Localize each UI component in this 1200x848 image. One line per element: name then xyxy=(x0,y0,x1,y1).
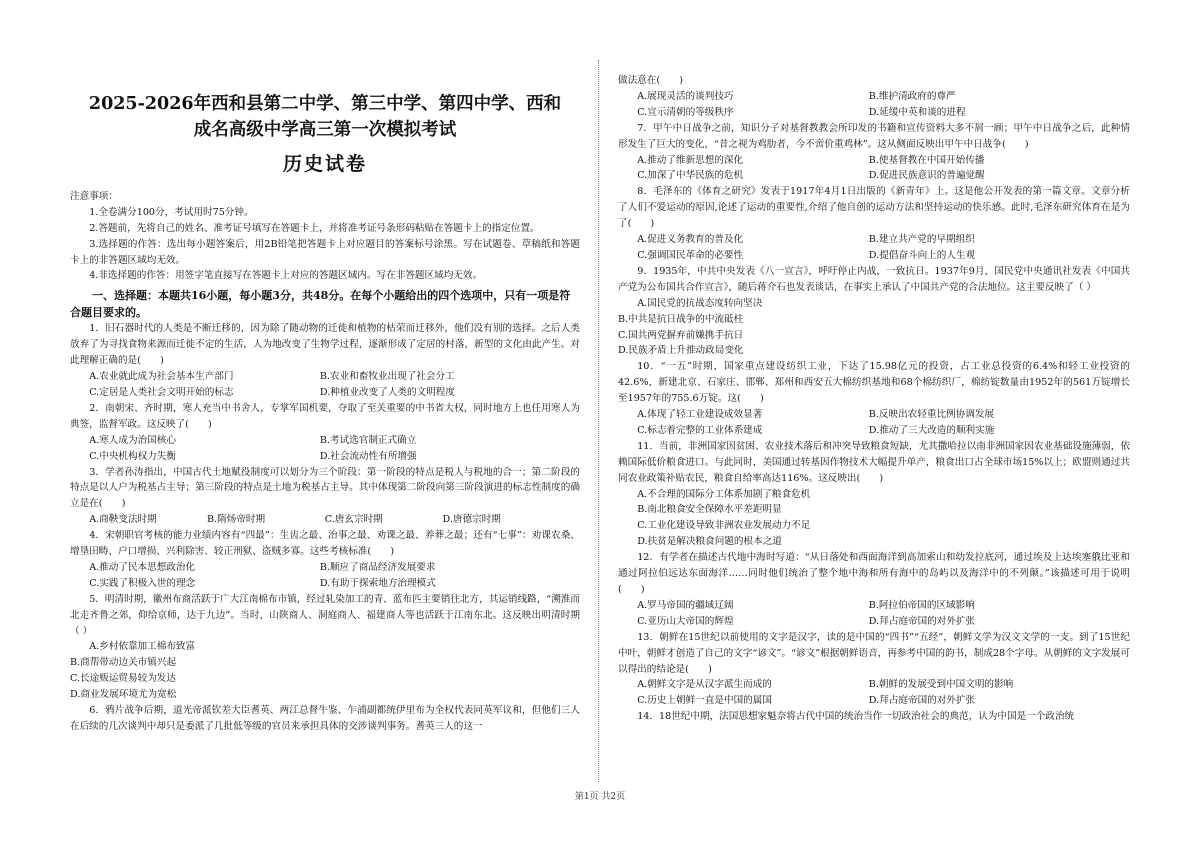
options-row xyxy=(70,433,580,449)
option-b: B.顺应了商品经济发展要求 xyxy=(319,561,436,573)
option-a: A.展现灵活的谈判技巧 xyxy=(637,90,734,102)
option-c: C.加深了中华民族的危机 xyxy=(637,170,744,182)
options-row xyxy=(70,560,580,576)
right-column xyxy=(618,0,1130,725)
option-a: A.不合理的国际分工体系加剧了粮食危机 xyxy=(637,488,811,500)
options-row xyxy=(618,232,1130,248)
options-row xyxy=(618,105,1130,121)
option-b: B.使基督教在中国开始传播 xyxy=(868,154,985,166)
option-b: B.阿拉伯帝国的区域影响 xyxy=(868,599,975,611)
option-d: D.商业发展环境尤为宽松 xyxy=(70,689,177,701)
options-row xyxy=(618,248,1130,264)
option-d: D.有助于探索地方治理模式 xyxy=(319,577,436,589)
options-row xyxy=(70,512,580,528)
question-4: 4．宋朝职官考核的能力业绩内容有“四最”：生齿之最、治事之最、劝课之最、养葬之最；还有“七事”：劝课农桑、增垦田畴、户口增损、兴利除害、较正刑狱、盗贼多寡。这些考核标准( ) xyxy=(70,530,580,558)
option-c: C.标志着完整的工业体系建成 xyxy=(637,424,763,436)
option-a: A.罗马帝国的疆域辽阔 xyxy=(637,599,734,611)
options-row xyxy=(618,153,1130,169)
options-row xyxy=(70,369,580,385)
options-row xyxy=(618,614,1130,630)
subject-title: 历史试卷 xyxy=(282,153,367,175)
option-a: A.国民党的抗战态度转向坚决 xyxy=(637,297,763,309)
option-c: C.定居是人类社会文明开始的标志 xyxy=(89,386,234,398)
option-a: A.推动了维新思想的深化 xyxy=(637,154,744,166)
question-2: 2．南朝宋、齐时期，寒人充当中书舍人，专掌军国机要，夺取了至关重要的中书省大权，同时地方上也任用寒人为典签，监督军政。这反映了( ) xyxy=(70,402,580,430)
question-9: 9．1935年，中共中央发表《八一宣言》，呼吁停止内战，一致抗日。1937年9月，国民党中央通讯社发表《中国共产党为公布国共合作宣言》，随后蒋介石也发表谈话，在事实上承认了中国共产党的合法地位。这主要反映了（ ） xyxy=(618,265,1130,293)
option-c: C.国共两党摒弃前嫌携手抗日 xyxy=(618,329,744,341)
options-row xyxy=(618,423,1130,439)
option-b: B.商帮带动边关市镇兴起 xyxy=(70,657,177,669)
options-row xyxy=(618,693,1130,709)
option-d: D.延缓中英和谈的进程 xyxy=(868,106,966,118)
option-c: C.实践了积极入世的理念 xyxy=(89,577,196,589)
options-row xyxy=(618,677,1130,693)
question-13: 13．朝鲜在15世纪以前使用的文字是汉字，读的是中国的“四书”“五经”，朝鲜文学为汉文文学的一支。到了15世纪中叶，朝鲜才创造了自己的文字“谚文”。“谚文”根据朝鲜语音，再参考中国的韵书，制成28个字母。从朝鲜的文字发展可以得出的结论是( ) xyxy=(618,631,1130,675)
option-d: D.提倡奋斗向上的人生观 xyxy=(868,249,976,261)
options-row xyxy=(618,89,1130,105)
option-a: A.农业就此成为社会基本生产部门 xyxy=(89,371,234,383)
question-14: 14．18世纪中期，法国思想家魁奈将古代中国的统治当作一切政治社会的典范，认为中国是一个政治统 xyxy=(637,711,1075,723)
option-d: D.拜占庭帝国的对外扩张 xyxy=(868,615,976,627)
option-b: B.隋炀帝时期 xyxy=(206,514,266,526)
options-row xyxy=(70,449,580,465)
option-a: A.商鞅变法时期 xyxy=(89,514,157,526)
option-b: B.反映出农轻重比例协调发展 xyxy=(868,409,995,421)
options-row xyxy=(70,385,580,401)
option-d: D.社会流动性有所增强 xyxy=(319,450,417,462)
option-c: C.唐玄宗时期 xyxy=(324,514,383,526)
options-row xyxy=(70,576,580,592)
notice-item: 2.答题前，先将自己的姓名、准考证号填写在答题卡上，并将准考证号条形码粘贴在答题卡上的指定位置。 xyxy=(89,222,540,234)
option-b: B.中共是抗日战争的中流砥柱 xyxy=(618,313,744,325)
option-b: B.考试选官制正式确立 xyxy=(319,434,417,446)
option-b: B.南北粮食安全保障水平差距明显 xyxy=(637,504,782,516)
page-footer: 第1页 共2页 xyxy=(574,792,626,802)
option-d: D.民族矛盾上升推动政局变化 xyxy=(618,345,744,357)
option-b: B.建立共产党的早期组织 xyxy=(868,234,975,246)
option-c: C.亚历山大帝国的辉煌 xyxy=(637,615,734,627)
section-heading: 一、选择题：本题共16小题，每小题3分，共48分。在每个小题给出的四个选项中，只有一项是符合题目要求的。 xyxy=(70,289,571,320)
notice-item: 3.选择题的作答：选出每小题答案后，用2B铅笔把答题卡上对应题目的答案标号涂黑。写在试题卷、草稿纸和答题卡上的非答题区域均无效。 xyxy=(70,238,580,266)
option-c: C.历史上朝鲜一直是中国的属国 xyxy=(637,695,772,707)
option-b: B.朝鲜的发展受到中国文明的影响 xyxy=(868,679,1014,691)
notice-item: 1.全卷满分100分，考试用时75分钟。 xyxy=(89,206,254,218)
option-a: A.乡村依靠加工棉布致富 xyxy=(89,641,196,653)
option-a: A.寒人成为治国核心 xyxy=(89,434,176,446)
option-d: D.推动了三大改造的顺利实施 xyxy=(868,424,995,436)
option-a: A.朝鲜文字是从汉字派生而成的 xyxy=(637,679,772,691)
option-c: C.长途贩运贸易较为发达 xyxy=(70,673,176,685)
option-d: D.种植业改变了人类的文明程度 xyxy=(319,386,455,398)
column-divider xyxy=(598,60,599,782)
option-d: D.拜占庭帝国的对外扩张 xyxy=(868,695,976,707)
option-c: C.强调国民革命的必要性 xyxy=(637,249,744,261)
option-b: B.维护清政府的尊严 xyxy=(868,90,956,102)
option-a: A.促进义务教育的普及化 xyxy=(637,234,744,246)
option-d: D.唐德宗时期 xyxy=(442,514,501,526)
paper-title-line2: 成名高级中学高三第一次模拟考试 xyxy=(193,120,457,140)
question-3: 3．学者孙涛指出，中国古代土地赋役制度可以划分为三个阶段：第一阶段的特点是税人与税地的合一；第二阶段的特点是以人户为税基占主导；第三阶段的特点是土地为税基占主导。其中体现第二阶段向第三阶段演进的标志性制度的确立是在( ) xyxy=(70,466,580,510)
question-6: 6．鸦片战争后期，道光帝派钦差大臣耆英、两江总督牛鉴、乍浦副都统伊里布为全权代表同英军议和，但他们三人在后续的几次谈判中却只是委派了几批低等级的官员来承担具体的交涉谈判事务。耆英三人的这一 xyxy=(70,705,580,732)
question-6-continued: 做法意在( ) xyxy=(618,75,684,86)
options-row xyxy=(618,598,1130,614)
question-5: 5．明清时期，徽州布商活跃于广大江南棉布市镇，经过轧染加工的青、蓝布匹主要销往北方，其运销线路，“溯淮而北走齐鲁之郊，仰给京师，达于九边”。当时，山陕商人、洞庭商人、福建商人等也活跃于江南东北。这反映出明清时期（ ） xyxy=(70,593,580,637)
option-a: A.体现了轻工业建设成效显著 xyxy=(637,409,763,421)
question-1: 1．旧石器时代的人类是不断迁移的，因为除了随动物的迁徙和植物的枯荣而迁移外，他们没有别的选择。之后人类放弃了为寻找食物来源而迁徙不定的生活，人为地改变了生物学过程，逐渐形成了定居的村落，新型的文化由此产生。对此理解正确的是( ) xyxy=(70,323,580,367)
option-c: C.中央机构权力失衡 xyxy=(89,450,176,462)
option-b: B.农业和畜牧业出现了社会分工 xyxy=(319,371,455,383)
options-row xyxy=(618,407,1130,423)
option-d: D.促进民族意识的普遍觉醒 xyxy=(868,170,985,182)
question-7: 7．甲午中日战争之前，知识分子对基督教教会所印发的书籍和宣传资料大多不屑一顾；甲午中日战争之后，此种情形发生了巨大的变化，“昔之视为鸡肋者，今不啻价重鸡林”。这从侧面反映出甲午中日战争( ) xyxy=(618,122,1130,150)
question-11: 11．当前，非洲国家因贫困、农业技术落后和冲突导致粮食短缺，尤其撒哈拉以南非洲国家因农业基础设施薄弱，依赖国际低价粮食进口。与此同时，美国通过转基因作物技术大幅提升单产，粮食出口占全球市场15%以上；欧盟则通过共同农业政策补贴农民，粮食自给率高达116%。这反映出( ) xyxy=(618,440,1130,484)
option-d: D.扶贫是解决粮食问题的根本之道 xyxy=(637,536,782,548)
option-c: C.工业化建设导致非洲农业发展动力不足 xyxy=(637,520,811,532)
question-8: 8．毛泽东的《体育之研究》发表于1917年4月1日出版的《新青年》上。这是他公开发表的第一篇文章。文章分析了人们不爱运动的原因,论述了运动的重要性,介绍了他自创的运动方法和坚持运动的快乐感。此时,毛泽东研究体育在是为了( ) xyxy=(618,186,1130,230)
option-c: C.宣示清朝的等级秩序 xyxy=(637,106,734,118)
option-a: A.推动了民本思想政治化 xyxy=(89,561,196,573)
notice-heading: 注意事项： xyxy=(70,190,118,202)
paper-title-line1: 2025-2026年西和县第二中学、第三中学、第四中学、西和 xyxy=(88,94,562,114)
left-column xyxy=(70,0,580,735)
options-row xyxy=(618,168,1130,184)
question-10: 10．“一五”时期，国家重点建设纺织工业，下达了15.98亿元的投资，占工业总投资的6.4%和轻工业投资的42.6%，新建北京、石家庄、邯郸、郑州和西安五大棉纺织基地和68个棉纺织厂，棉纺锭数量由1952年的561万锭增长至1957年的755.6万锭。这( ) xyxy=(618,361,1130,405)
notice-item: 4.非选择题的作答：用签字笔直接写在答题卡上对应的答题区域内。写在非答题区域均无效。 xyxy=(89,270,483,282)
question-12: 12．有学者在描述古代地中海时写道：“从日落处和西面海洋到高加索山和幼发拉底河，通过埃及上达埃塞俄比亚和通过阿拉伯远达东面海洋……同时他们统治了整个地中海和所有海中的岛屿以及海洋中的不列颠。”该描述可用于说明( ) xyxy=(618,552,1130,595)
